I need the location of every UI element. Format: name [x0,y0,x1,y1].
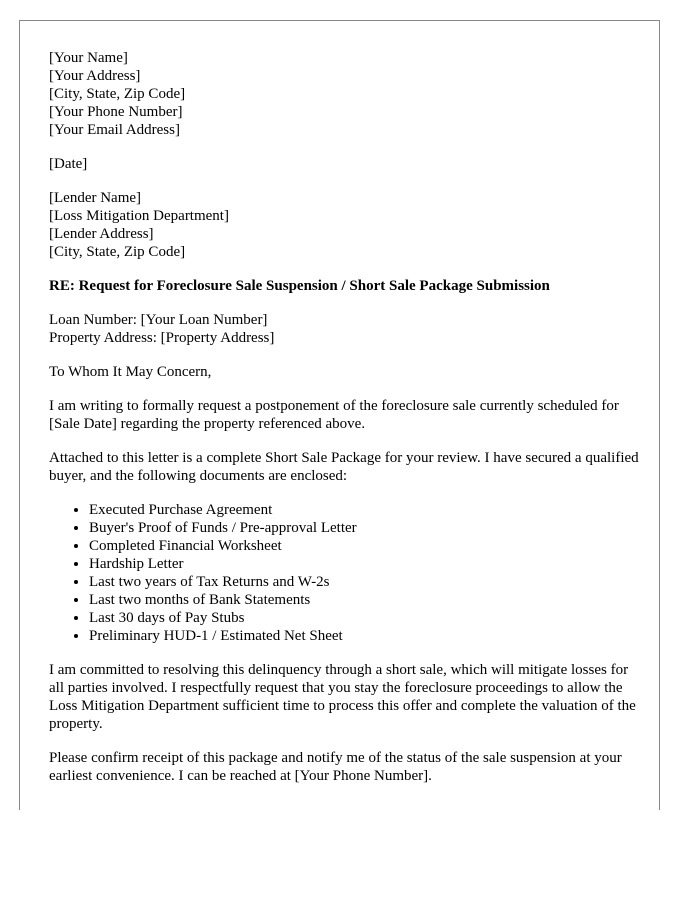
letter-content [49,49,639,801]
recipient-block [49,189,639,261]
list-item: • Last two months of Bank Statements [89,591,639,609]
reference-block [49,311,639,347]
sender-block [49,49,639,139]
letter-date: [Date] [49,156,88,172]
list-item: • Last two years of Tax Returns and W-2s [89,573,639,591]
lender-department: [Loss Mitigation Department] [49,208,229,224]
list-item: • Executed Purchase Agreement [89,501,639,519]
salutation: To Whom It May Concern, [49,364,212,380]
paragraph-attachment: Attached to this letter is a complete Short Sale Package for your review. I have secured a qualified buyer, and the following documents are enclosed: [49,450,639,484]
list-item: • Hardship Letter [89,555,639,573]
lender-name: [Lender Name] [49,190,142,206]
paragraph-confirmation: Please confirm receipt of this package and notify me of the status of the sale suspension at your earliest convenience. I can be reached at [Your Phone Number]. [49,750,622,784]
lender-city-state-zip: [City, State, Zip Code] [49,244,186,260]
sender-email: [Your Email Address] [49,122,180,138]
lender-address: [Lender Address] [49,226,154,242]
document-list [49,501,639,645]
paragraph-postponement: I am writing to formally request a postponement of the foreclosure sale currently scheduled for [Sale Date] regarding the property referenced above. [49,398,619,432]
sender-phone: [Your Phone Number] [49,104,183,120]
letter-page [19,20,660,810]
sender-city-state-zip: [City, State, Zip Code] [49,86,186,102]
list-item: • Preliminary HUD-1 / Estimated Net Sheet [89,627,639,645]
list-item: • Last 30 days of Pay Stubs [89,609,639,627]
paragraph-commitment: I am committed to resolving this delinquency through a short sale, which will mitigate losses for all parties involved. I respectfully request that you stay the foreclosure proceedings to allow the Loss Mitigation Department sufficient time to process this offer and complete the valuation of the property. [49,662,636,732]
sender-address: [Your Address] [49,68,141,84]
list-item: • Buyer's Proof of Funds / Pre-approval Letter [89,519,639,537]
date-block [49,155,639,173]
property-address: Property Address: [Property Address] [49,330,275,346]
loan-number: Loan Number: [Your Loan Number] [49,312,268,328]
subject-line: RE: Request for Foreclosure Sale Suspension / Short Sale Package Submission [49,278,550,294]
sender-name: [Your Name] [49,50,128,66]
list-item: • Completed Financial Worksheet [89,537,639,555]
